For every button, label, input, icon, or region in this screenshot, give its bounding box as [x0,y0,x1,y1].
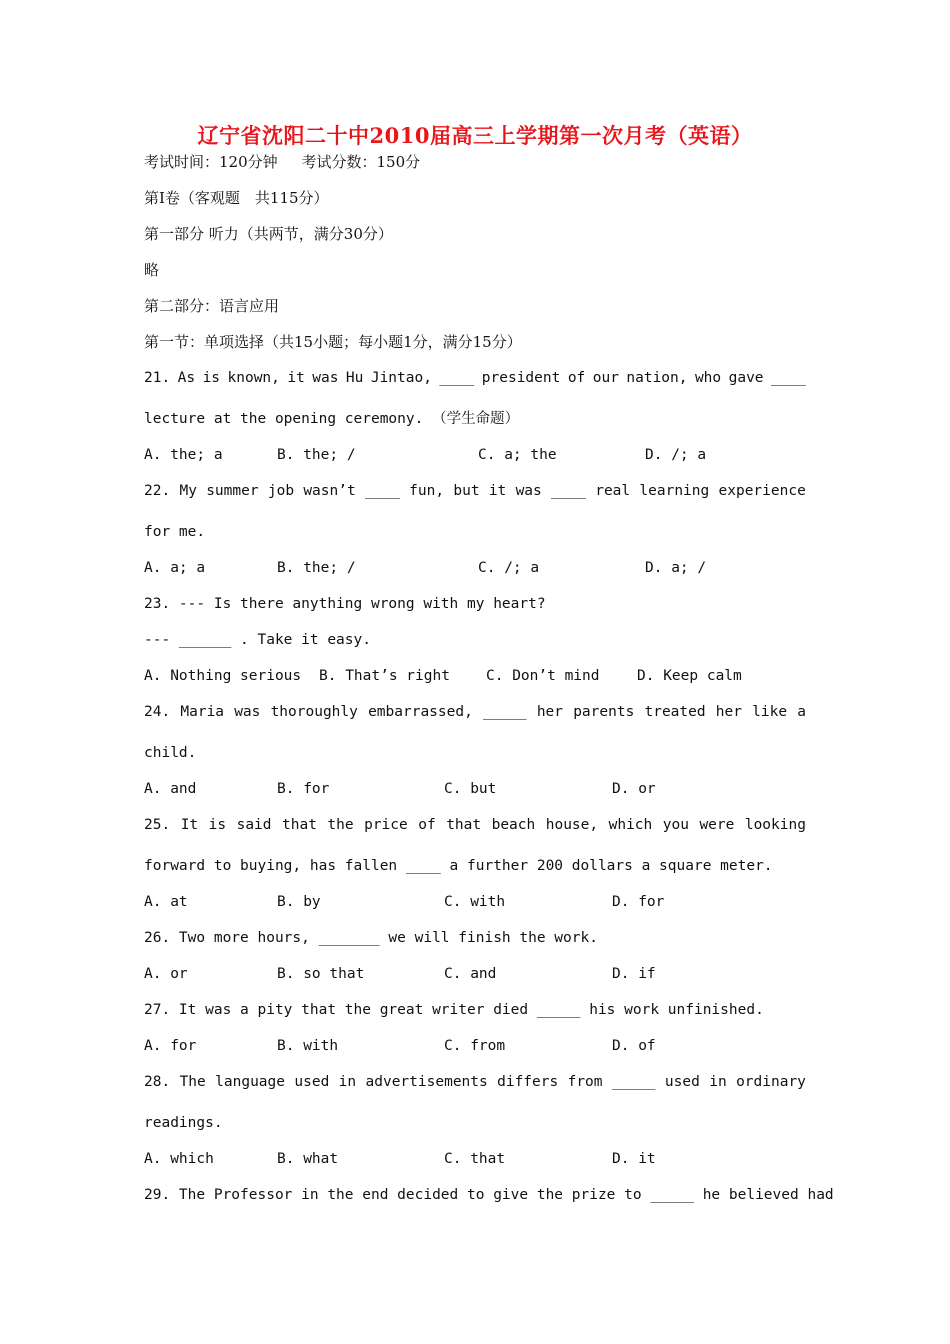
word: nation, [626,370,688,386]
word: My [179,483,197,499]
word: summer [206,483,259,499]
option-c: C. /; a [478,560,540,576]
word: the [327,817,354,833]
word: looking [744,817,806,833]
word: wasn’t [303,483,356,499]
word: 21. [144,370,171,386]
option-d: D. of [612,1038,656,1054]
word: from [567,1074,603,1090]
word: job [267,483,295,499]
word: ____ [364,483,400,499]
option-b: B. with [277,1038,339,1054]
option-c: C. with [444,894,506,910]
page-title: 辽宁省沈阳二十中2010届高三上学期第一次月考（英语） [197,123,753,148]
word: her [715,704,742,720]
word: beach [491,817,536,833]
option-c: C. a; the [478,447,557,463]
question-26-line: 26. Two more hours, _______ we will finish the work. [144,930,598,946]
omitted-note: 略 [144,261,160,279]
exam-time: 考试时间：120分钟 [144,153,278,171]
option-a: A. at [144,894,188,910]
word: our [592,370,619,386]
word: embarrassed, [368,704,473,720]
word: president [481,370,561,386]
section-one-heading: 第一节：单项选择（共15小题；每小题1分，满分15分） [144,333,522,351]
question-24-continuation: child. [144,745,197,761]
word: like [752,704,788,720]
word: used [294,1074,330,1090]
question-24-line [144,702,806,722]
word: ____ [770,370,806,386]
option-c: C. but [444,781,497,797]
word: price [364,817,408,833]
question-25-continuation: forward to buying, has fallen ____ a further 200 dollars a square meter. [144,858,773,874]
word: was [515,483,542,499]
word: house, [545,817,599,833]
option-b: B. the; / [277,447,356,463]
question-28-line [144,1072,806,1092]
option-a: A. Nothing serious [144,668,302,684]
option-d: D. if [612,966,656,982]
question-29-line: 29. The Professor in the end decided to give the prize to _____ he believed had [144,1187,834,1203]
option-c: C. from [444,1038,506,1054]
word: was [234,704,261,720]
part-one-heading: 第一部分 听力（共两节，满分30分） [144,225,393,243]
word: you [662,817,689,833]
option-b: B. so that [277,966,365,982]
word: was [312,370,339,386]
word: It [180,817,199,833]
word: of [418,817,436,833]
word: in [709,1074,727,1090]
word: ____ [439,370,475,386]
word: experience [718,483,806,499]
word: _____ [611,1074,656,1090]
option-a: A. a; a [144,560,206,576]
option-a: A. and [144,781,197,797]
question-28-continuation: readings. [144,1115,223,1131]
option-b: B. the; / [277,560,356,576]
word: 28. [144,1074,171,1090]
exam-score: 考试分数：150分 [301,153,421,171]
word: language [215,1074,285,1090]
question-22-line [144,481,806,501]
option-c: C. and [444,966,497,982]
option-d: D. a; / [645,560,707,576]
word: ____ [551,483,586,499]
option-b: B. That’s right [319,668,450,684]
word: The [179,1074,206,1090]
word: who [694,370,722,386]
question-21-continuation: lecture at the opening ceremony. （学生命题） [144,411,520,427]
volume-heading: 第Ⅰ卷（客观题 共115分） [144,189,329,207]
word: is [202,370,221,386]
word: it [287,370,305,386]
word: parents [573,704,635,720]
word: advertisements [365,1074,488,1090]
word: used [664,1074,700,1090]
word: known, [227,370,280,386]
option-c: C. Don’t mind [486,668,600,684]
word: Hu [345,370,364,386]
word: that [446,817,482,833]
word: were [699,817,735,833]
option-a: A. which [144,1151,214,1167]
word: 24. [144,704,171,720]
question-23-continuation: --- ______ . Take it easy. [144,632,371,648]
word: differs [497,1074,559,1090]
option-d: D. or [612,781,656,797]
option-d: D. for [612,894,665,910]
option-c: C. that [444,1151,506,1167]
option-a: A. or [144,966,188,982]
word: real [595,483,631,499]
word: Jintao, [370,370,432,386]
option-a: A. the; a [144,447,223,463]
word: treated [644,704,706,720]
option-b: B. what [277,1151,339,1167]
option-b: B. by [277,894,321,910]
word: her [536,704,564,720]
option-d: D. Keep calm [637,668,742,684]
word: which [608,817,653,833]
question-21-line [144,368,806,388]
word: in [338,1074,357,1090]
question-25-line [144,815,806,835]
option-d: D. /; a [645,447,707,463]
word: ordinary [736,1074,806,1090]
word: 25. [144,817,171,833]
word: 22. [144,483,171,499]
word: gave [728,370,764,386]
question-23-line: 23. --- Is there anything wrong with my heart? [144,596,546,612]
word: fun, [409,483,445,499]
word: Maria [180,704,225,720]
word: it [488,483,507,499]
word: but [453,483,480,499]
word: thoroughly [270,704,358,720]
word: a [797,704,806,720]
word: learning [639,483,710,499]
question-22-continuation: for me. [144,524,206,540]
exam-meta [144,152,806,172]
option-b: B. for [277,781,330,797]
word: _____ [483,704,527,720]
question-27-line: 27. It was a pity that the great writer died _____ his work unfinished. [144,1002,764,1018]
part-two-heading: 第二部分：语言应用 [144,297,280,315]
word: of [567,370,586,386]
word: As [177,370,196,386]
word: that [282,817,317,833]
option-a: A. for [144,1038,197,1054]
word: said [236,817,272,833]
option-d: D. it [612,1151,656,1167]
word: is [208,817,227,833]
